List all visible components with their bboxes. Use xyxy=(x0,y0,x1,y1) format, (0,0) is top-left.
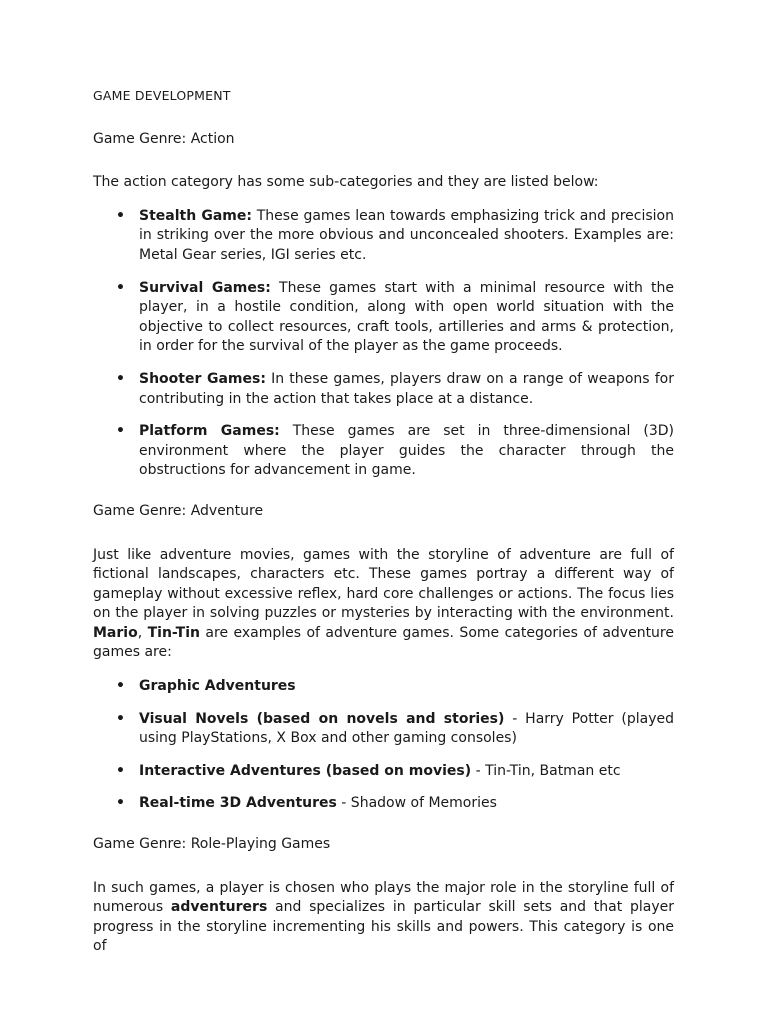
list-item-term: Shooter Games: xyxy=(139,370,266,387)
list-item xyxy=(93,677,674,697)
list-item-term: Interactive Adventures (based on movies) xyxy=(139,762,472,779)
genre-heading-rpg: Game Genre: Role-Playing Games xyxy=(93,836,331,853)
list-item-text: In these games, players draw on a range of weapons for contributing in the action that takes place at a distance. xyxy=(139,370,674,407)
list-item-text: These games start with a minimal resource with the player, in a hostile condition, along with open world situation with the objective to collect resources, craft tools, artilleries and arms & protection, in order for the survival of the player as the game proceeds. xyxy=(139,279,675,355)
bullet-icon: • xyxy=(116,762,125,779)
rpg-paragraph xyxy=(93,879,674,957)
paragraph-bold: Tin-Tin xyxy=(147,624,200,641)
list-item xyxy=(93,207,674,266)
list-item xyxy=(93,762,674,782)
document-title: GAME DEVELOPMENT xyxy=(93,88,231,103)
action-subcategory-list xyxy=(93,207,674,481)
list-item-term: Real-time 3D Adventures xyxy=(139,795,337,812)
list-item xyxy=(93,422,674,481)
list-item-text: - Harry Potter (played using PlayStations, X Box and other gaming consoles) xyxy=(139,710,675,747)
bullet-icon: • xyxy=(116,423,125,440)
list-item xyxy=(93,370,674,409)
genre-heading-action: Game Genre: Action xyxy=(93,130,235,147)
paragraph-text: , xyxy=(137,624,148,641)
bullet-icon: • xyxy=(116,678,125,695)
list-item-term: Graphic Adventures xyxy=(139,678,296,695)
adventure-paragraph xyxy=(93,546,674,664)
paragraph-bold: adventurers xyxy=(170,899,268,916)
paragraph-text: are examples of adventure games. Some categories of adventure games are: xyxy=(93,624,674,661)
paragraph-text: and specializes in particular skill sets and that player progress in the storyline incrementing his skills and powers. This category is one of xyxy=(93,899,674,955)
list-item-term: Platform Games: xyxy=(139,423,280,440)
document-page xyxy=(93,86,674,978)
bullet-icon: • xyxy=(116,279,125,296)
paragraph-text: In such games, a player is chosen who plays the major role in the storyline full of numerous xyxy=(93,879,674,916)
list-item-text: - Tin-Tin, Batman etc xyxy=(471,762,621,779)
bullet-icon: • xyxy=(116,207,125,224)
list-item-text: - Shadow of Memories xyxy=(336,795,497,812)
genre-heading-adventure: Game Genre: Adventure xyxy=(93,502,264,519)
action-intro: The action category has some sub-categories and they are listed below: xyxy=(93,174,599,191)
list-item-text: These games are set in three-dimensional (3D) environment where the player guides the character through the obstructions for advancement in game. xyxy=(139,423,674,479)
list-item xyxy=(93,710,674,749)
paragraph-text: Just like adventure movies, games with the storyline of adventure are full of fictional landscapes, characters etc. These games portray a different way of gameplay without excessive reflex, hard core challenges or actions. The focus lies on the player in solving puzzles or mysteries by interacting with the environment. xyxy=(93,546,674,622)
list-item-term: Visual Novels (based on novels and stories) xyxy=(139,710,505,727)
paragraph-bold: Mario xyxy=(93,624,138,641)
list-item-term: Survival Games: xyxy=(139,279,271,296)
list-item xyxy=(93,279,674,357)
list-item-text: These games lean towards emphasizing trick and precision in striking over the more obvious and unconcealed shooters. Examples are: Metal Gear series, IGI series etc. xyxy=(139,207,674,263)
list-item-term: Stealth Game: xyxy=(139,207,252,224)
bullet-icon: • xyxy=(116,795,125,812)
bullet-icon: • xyxy=(116,710,125,727)
bullet-icon: • xyxy=(116,370,125,387)
list-item xyxy=(93,794,674,814)
adventure-category-list xyxy=(93,677,674,814)
